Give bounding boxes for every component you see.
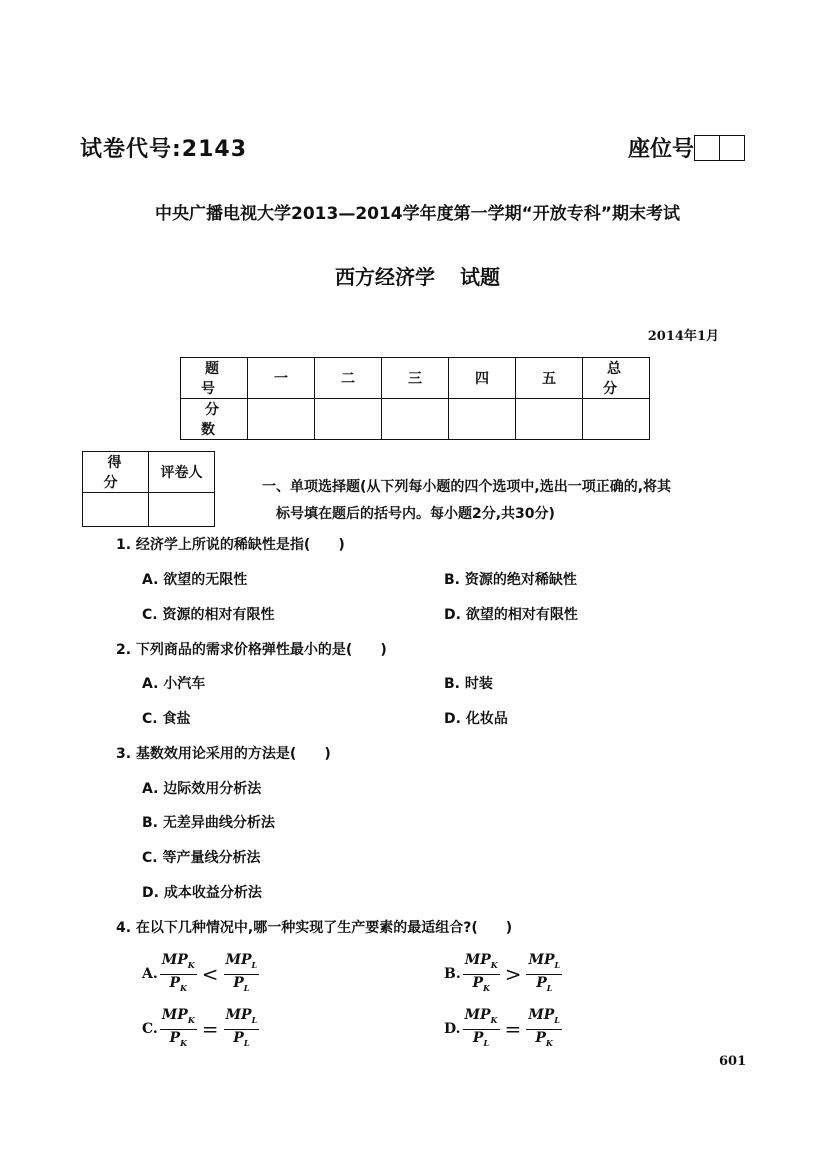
relation-symbol: <	[201, 962, 219, 987]
question-option	[142, 952, 261, 997]
fraction	[224, 1007, 260, 1052]
fraction-subscript: L	[554, 1014, 560, 1025]
fraction-subscript: K	[187, 1014, 195, 1025]
fraction-numerator: MP	[464, 1007, 491, 1023]
question-option	[444, 1007, 564, 1052]
seat-number	[628, 132, 745, 163]
question-option: A. 小汽车	[142, 676, 206, 692]
section-heading-line: 标号填在题后的括号内。每小题2分,共30分)	[276, 506, 555, 522]
grader-table-header-row	[83, 452, 215, 493]
score-cell[interactable]	[449, 399, 516, 440]
score-cell[interactable]	[315, 399, 382, 440]
exam-subtitle: 中央广播电视大学2013—2014学年度第一学期“开放专科”期末考试	[155, 204, 680, 224]
score-table-score-row	[181, 399, 650, 440]
score-table-header-cell: 三	[382, 358, 449, 399]
fraction-denominator: P	[169, 974, 181, 991]
fraction-numerator: MP	[464, 952, 491, 968]
fraction	[224, 952, 260, 997]
fraction-numerator: MP	[528, 952, 555, 968]
score-table-row-label: 分 数	[181, 399, 248, 440]
fraction-subscript: K	[180, 1037, 188, 1048]
score-table-header-cell: 题 号	[181, 358, 248, 399]
score-table-header-cell: 五	[516, 358, 583, 399]
score-table-header-cell: 一	[248, 358, 315, 399]
grader-label: 评卷人	[149, 452, 215, 493]
grader-table-entry-row	[83, 493, 215, 527]
fraction-denominator: P	[233, 974, 244, 991]
relation-symbol: =	[201, 1017, 219, 1042]
question-option	[142, 1007, 261, 1052]
question-stem: 4. 在以下几种情况中,哪一种实现了生产要素的最适组合?( )	[116, 920, 513, 936]
fraction-subscript: K	[490, 1014, 498, 1025]
score-table-header-cell: 四	[449, 358, 516, 399]
fraction	[160, 952, 197, 997]
fraction	[526, 1007, 562, 1052]
fraction-denominator: P	[472, 974, 483, 991]
score-cell[interactable]	[248, 399, 315, 440]
fraction	[463, 1007, 500, 1052]
score-table-header-cell: 二	[315, 358, 382, 399]
relation-symbol: >	[504, 962, 522, 987]
fraction-subscript: K	[483, 982, 490, 993]
question-option: B. 资源的绝对稀缺性	[444, 572, 577, 588]
fraction-numerator: MP	[225, 952, 252, 968]
exam-date: 2014年1月	[647, 329, 719, 344]
question-stem: 2. 下列商品的需求价格弹性最小的是( )	[116, 642, 387, 658]
fraction-subscript: L	[251, 959, 258, 970]
score-table	[180, 357, 650, 440]
section-heading-line: 一、单项选择题(从下列每小题的四个选项中,选出一项正确的,将其	[262, 479, 672, 495]
paper-code: 试卷代号:2143	[80, 137, 248, 162]
seat-box	[719, 135, 745, 161]
question-option: D. 化妆品	[444, 711, 508, 727]
question-option	[444, 952, 564, 997]
question-option: B. 时装	[444, 676, 493, 692]
score-table-header-row	[181, 358, 650, 399]
question-option: A. 欲望的无限性	[142, 572, 248, 588]
score-table-header-cell: 总 分	[583, 358, 650, 399]
seat-boxes	[696, 135, 745, 161]
fraction-subscript: K	[490, 959, 498, 970]
question-option: A. 边际效用分析法	[142, 781, 262, 797]
option-letter: A.	[142, 966, 158, 983]
fraction-subscript: K	[187, 959, 195, 970]
score-cell[interactable]	[583, 399, 650, 440]
fraction-subscript: K	[180, 982, 187, 993]
question-option: C. 资源的相对有限性	[142, 607, 275, 623]
question-stem: 3. 基数效用论采用的方法是( )	[116, 746, 331, 762]
fraction	[160, 1007, 197, 1052]
section-heading	[262, 474, 762, 528]
fraction-numerator: MP	[528, 1007, 555, 1023]
option-letter: B.	[444, 966, 461, 983]
fraction-denominator: P	[233, 1029, 244, 1046]
question-option: C. 食盐	[142, 711, 191, 727]
fraction	[526, 952, 562, 997]
fraction-subscript: K	[545, 1037, 553, 1048]
fraction-numerator: MP	[225, 1007, 252, 1023]
fraction-denominator: P	[472, 1029, 484, 1046]
score-cell[interactable]	[382, 399, 449, 440]
grader-score-label: 得 分	[83, 452, 149, 493]
page-number: 601	[719, 1054, 747, 1069]
relation-symbol: =	[504, 1017, 522, 1042]
fraction-denominator: P	[169, 1029, 181, 1046]
question-option: D. 欲望的相对有限性	[444, 607, 578, 623]
option-letter: D.	[444, 1021, 461, 1038]
grader-table	[82, 451, 215, 527]
grader-name-cell[interactable]	[149, 493, 215, 527]
option-letter: C.	[142, 1021, 158, 1038]
fraction-subscript: L	[243, 982, 250, 993]
score-cell[interactable]	[516, 399, 583, 440]
question-option: C. 等产量线分析法	[142, 850, 261, 866]
fraction-subscript: L	[546, 982, 553, 993]
fraction-subscript: L	[483, 1037, 490, 1048]
question-option: B. 无差异曲线分析法	[142, 815, 275, 831]
seat-label: 座位号	[628, 137, 695, 162]
question-option: D. 成本收益分析法	[142, 885, 262, 901]
fraction-subscript: L	[554, 959, 561, 970]
grader-score-cell[interactable]	[83, 493, 149, 527]
fraction-subscript: L	[251, 1014, 258, 1025]
fraction-numerator: MP	[161, 952, 188, 968]
seat-box	[694, 135, 720, 161]
question-stem: 1. 经济学上所说的稀缺性是指( )	[116, 537, 345, 553]
fraction	[463, 952, 500, 997]
exam-title: 西方经济学 试题	[335, 265, 500, 289]
fraction-denominator: P	[535, 1029, 546, 1046]
fraction-denominator: P	[536, 974, 547, 991]
fraction-numerator: MP	[161, 1007, 188, 1023]
fraction-subscript: L	[243, 1037, 250, 1048]
